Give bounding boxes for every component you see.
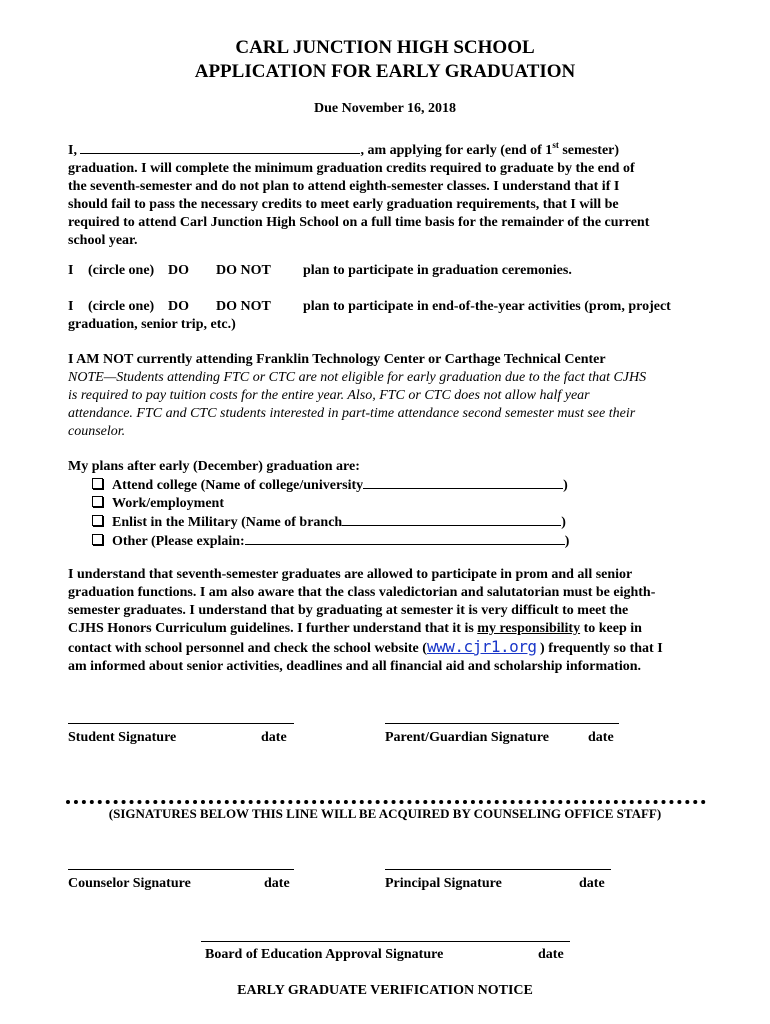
ftc-note-line: counselor. xyxy=(68,424,126,439)
ftc-note-line: attendance. FTC and CTC students interested in part-time attendance second semester must see their xyxy=(68,406,636,421)
board-signature-line[interactable] xyxy=(201,941,570,942)
plans-heading: My plans after early (December) graduation are: xyxy=(68,459,360,474)
checkbox-military[interactable] xyxy=(92,515,103,526)
understand-line: semester graduates. I understand that by graduating at semester it is very difficult to meet the xyxy=(68,603,629,618)
ftc-note-line: NOTE—Students attending FTC or CTC are not eligible for early graduation due to the fact that CJHS xyxy=(68,370,647,385)
school-name: CARL JUNCTION HIGH SCHOOL xyxy=(235,37,535,58)
do-option[interactable]: DO xyxy=(168,299,189,314)
intro-suffix-end: semester) xyxy=(558,143,620,158)
board-signature-label: Board of Education Approval Signature xyxy=(205,947,444,962)
checkbox-college[interactable] xyxy=(92,478,103,489)
checkbox-other[interactable] xyxy=(92,534,103,545)
intro-suffix-sup: st xyxy=(552,140,559,150)
intro-prefix: I, xyxy=(68,143,77,158)
do-not-option[interactable]: DO NOT xyxy=(216,299,271,314)
plan-label: Work/employment xyxy=(112,496,224,511)
ftc-section xyxy=(68,351,708,441)
plan-close: ) xyxy=(563,478,568,493)
my-responsibility: my responsibility xyxy=(477,621,581,636)
parent-signature-label: Parent/Guardian Signature xyxy=(385,730,550,745)
intro-line: should fail to pass the necessary credits to meet early graduation requirements, that I will be xyxy=(68,197,619,212)
principal-signature-line[interactable] xyxy=(385,869,611,870)
activities-text-cont: graduation, senior trip, etc.) xyxy=(68,317,236,332)
college-name-field[interactable] xyxy=(363,476,563,489)
principal-date-label: date xyxy=(579,876,605,891)
intro-line: graduation. I will complete the minimum graduation credits required to graduate by the end of xyxy=(68,161,635,176)
plans-section xyxy=(68,458,708,551)
staff-separator xyxy=(66,800,706,804)
form-title: APPLICATION FOR EARLY GRADUATION xyxy=(194,61,576,82)
counselor-signature-line[interactable] xyxy=(68,869,294,870)
understand-line-4a: CJHS Honors Curriculum guidelines. I further understand that it is xyxy=(68,621,478,636)
intro-line: the seventh-semester and do not plan to attend eighth-semester classes. I understand that if I xyxy=(68,179,620,194)
plan-label: Other (Please explain: xyxy=(112,534,245,549)
understand-line: am informed about senior activities, deadlines and all financial aid and scholarship information. xyxy=(68,659,642,674)
plan-item-work xyxy=(68,495,708,513)
student-signature-label: Student Signature xyxy=(68,730,177,745)
plan-close: ) xyxy=(564,534,570,549)
circle-i: I xyxy=(68,263,74,278)
do-option[interactable]: DO xyxy=(168,263,189,278)
due-date: Due November 16, 2018 xyxy=(313,101,457,116)
parent-date-label: date xyxy=(588,730,614,745)
principal-signature-label: Principal Signature xyxy=(385,876,502,891)
board-date-label: date xyxy=(538,947,564,962)
student-date-label: date xyxy=(261,730,287,745)
applicant-name-field[interactable] xyxy=(80,141,360,154)
checkbox-work[interactable] xyxy=(92,496,103,507)
verification-notice: EARLY GRADUATE VERIFICATION NOTICE xyxy=(237,983,533,998)
parent-signature-line[interactable] xyxy=(385,723,619,724)
intro-suffix: , am applying for early (end of 1 xyxy=(360,143,553,158)
plan-label: Attend college (Name of college/university xyxy=(112,478,364,493)
activities-text: plan to participate in end-of-the-year activities (prom, project xyxy=(303,299,671,314)
ceremony-text: plan to participate in graduation ceremonies. xyxy=(303,263,572,278)
understand-line-4b: to keep in xyxy=(580,621,642,636)
circle-label: (circle one) xyxy=(88,299,155,314)
other-explain-field[interactable] xyxy=(245,532,565,545)
counselor-date-label: date xyxy=(264,876,290,891)
ftc-heading: I AM NOT currently attending Franklin Technology Center or Carthage Technical Center xyxy=(68,352,606,367)
plan-item-other xyxy=(68,532,708,551)
circle-i: I xyxy=(68,299,74,314)
circle-label: (circle one) xyxy=(88,263,155,278)
understand-line: I understand that seventh-semester graduates are allowed to participate in prom and all senior xyxy=(68,567,633,582)
intro-paragraph xyxy=(68,136,708,250)
understand-line: graduation functions. I am also aware that the class valedictorian and salutatorian must be eighth- xyxy=(68,585,656,600)
student-signature-line[interactable] xyxy=(68,723,294,724)
staff-note: (SIGNATURES BELOW THIS LINE WILL BE ACQUIRED BY COUNSELING OFFICE STAFF) xyxy=(108,806,662,821)
plan-item-college xyxy=(68,476,708,495)
intro-line: required to attend Carl Junction High School on a full time basis for the remainder of the current xyxy=(68,215,650,230)
plan-label: Enlist in the Military (Name of branch xyxy=(112,515,343,530)
branch-name-field[interactable] xyxy=(342,513,561,526)
understand-line-5b: ) frequently so that I xyxy=(536,641,663,656)
ftc-note-line: is required to pay tuition costs for the entire year. Also, FTC or CTC does not allow half year xyxy=(68,388,590,403)
school-website-link[interactable]: www.cjr1.org xyxy=(426,637,537,656)
understand-paragraph xyxy=(68,566,708,676)
plan-item-military xyxy=(68,513,708,532)
understand-line-5a: contact with school personnel and check the school website ( xyxy=(68,641,427,656)
do-not-option[interactable]: DO NOT xyxy=(216,263,271,278)
counselor-signature-label: Counselor Signature xyxy=(68,876,191,891)
intro-line: school year. xyxy=(68,233,138,248)
plan-close: ) xyxy=(561,515,566,530)
